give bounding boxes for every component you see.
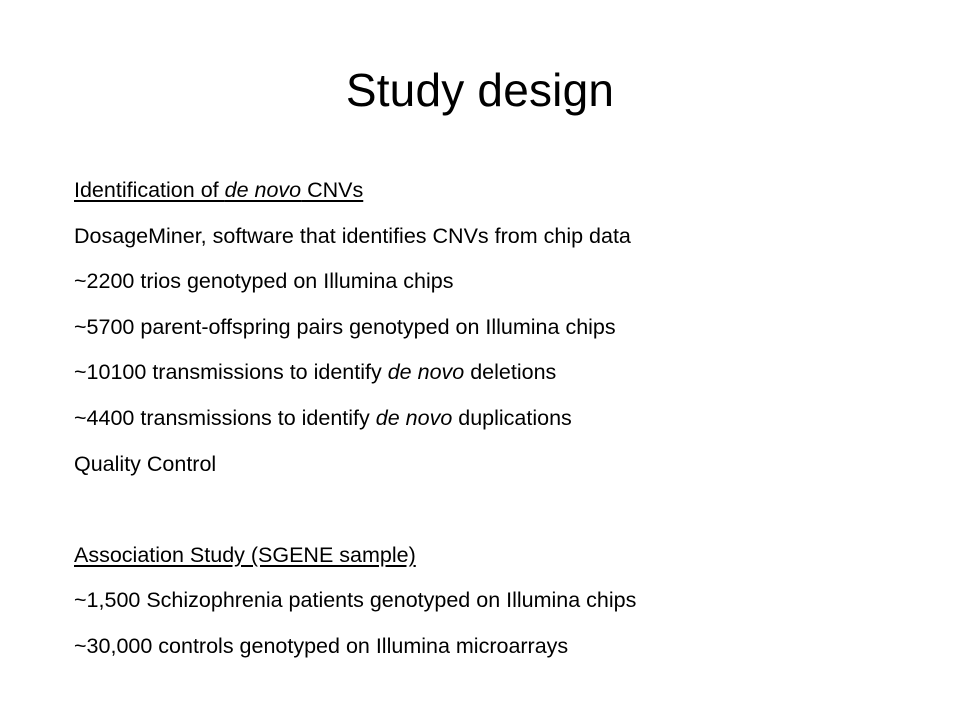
body-line-controls: ~30,000 controls genotyped on Illumina microarrays bbox=[74, 633, 569, 658]
line-text-italic: de novo bbox=[375, 405, 453, 430]
body-line-deletions bbox=[74, 352, 934, 398]
line-text-post: duplications bbox=[452, 405, 572, 430]
line-text-italic: de novo bbox=[387, 360, 465, 385]
line-text-pre: ~4400 transmissions to identify bbox=[74, 405, 376, 430]
section-heading-association: Association Study (SGENE sample) bbox=[74, 542, 416, 567]
body-line-duplications bbox=[74, 398, 934, 444]
heading-text-italic: de novo bbox=[224, 178, 302, 202]
body-line-dosageminer: DosageMiner, software that identifies CNVs from chip data bbox=[74, 223, 631, 248]
body-line-trios: ~2200 trios genotyped on Illumina chips bbox=[74, 269, 454, 294]
blank-spacer bbox=[74, 489, 934, 535]
slide-title: Study design bbox=[345, 64, 615, 116]
heading-text-pre: Identification of bbox=[74, 178, 225, 202]
body-line-schizophrenia: ~1,500 Schizophrenia patients genotyped on Illumina chips bbox=[74, 588, 637, 613]
slide-body bbox=[74, 170, 934, 672]
line-text-pre: ~10100 transmissions to identify bbox=[74, 360, 388, 385]
body-line-quality-control: Quality Control bbox=[74, 451, 217, 476]
body-line-parent-offspring: ~5700 parent-offspring pairs genotyped on Illumina chips bbox=[74, 314, 616, 339]
line-text-post: deletions bbox=[464, 360, 557, 385]
heading-text-post: CNVs bbox=[301, 178, 364, 202]
section-heading-identification bbox=[74, 170, 934, 216]
